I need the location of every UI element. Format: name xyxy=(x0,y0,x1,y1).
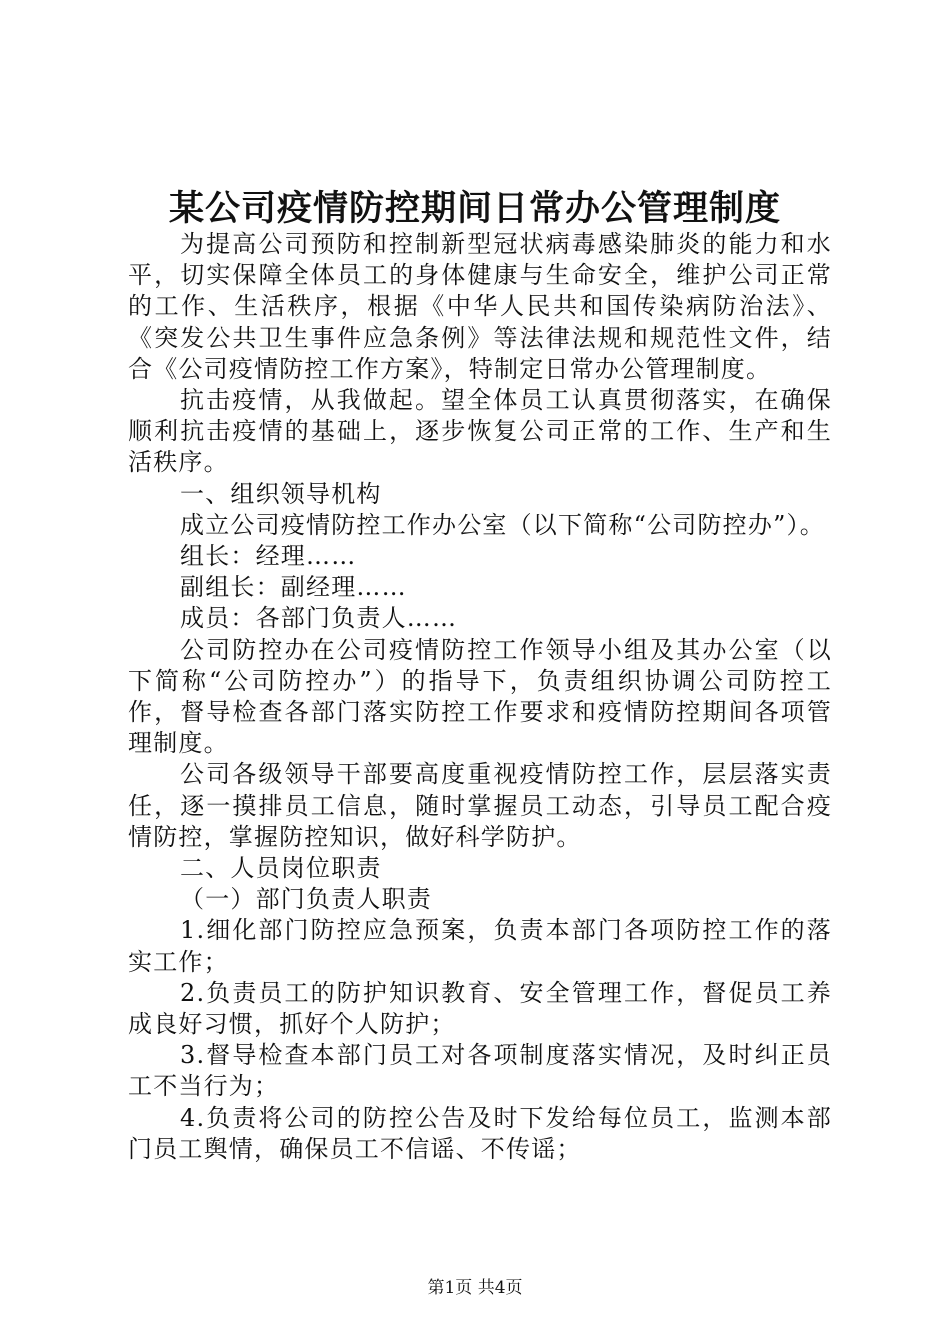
paragraph-establish-office: 成立公司疫情防控工作办公室（以下简称“公司防控办”）。 xyxy=(180,510,825,539)
paragraph-members: 成员：各部门负责人…… xyxy=(180,604,458,633)
section-heading-organization: 一、组织领导机构 xyxy=(180,479,382,508)
paragraph-leaders-responsibility: 公司各级领导干部要高度重视疫情防控工作，层层落实责任，逐一摸排员工信息，随时掌握员工动态，引导员工配合疫情防控，掌握防控知识，做好科学防护。 xyxy=(128,760,832,851)
list-item-duty-3: 3.督导检查本部门员工对各项制度落实情况，及时纠正员工不当行为； xyxy=(128,1041,832,1101)
paragraph-team-leader: 组长：经理…… xyxy=(180,542,357,571)
document-body xyxy=(128,229,832,1165)
list-item-duty-2: 2.负责员工的防护知识教育、安全管理工作，督促员工养成良好习惯，抓好个人防护； xyxy=(128,978,832,1039)
paragraph-fight-epidemic: 抗击疫情，从我做起。望全体员工认真贯彻落实，在确保顺利抗击疫情的基础上，逐步恢复公司正常的工作、生产和生活秩序。 xyxy=(128,386,832,477)
list-item-duty-1: 1.细化部门防控应急预案，负责本部门各项防控工作的落实工作； xyxy=(128,916,832,976)
paragraph-office-duties: 公司防控办在公司疫情防控工作领导小组及其办公室（以下简称“公司防控办”）的指导下，负责组织协调公司防控工作，督导检查各部门落实防控工作要求和疫情防控期间各项管理制度。 xyxy=(128,635,832,758)
page-number-footer: 第1页 共4页 xyxy=(427,1278,523,1298)
paragraph-deputy-leader: 副组长：副经理…… xyxy=(180,573,407,602)
list-item-duty-4: 4.负责将公司的防控公告及时下发给每位员工，监测本部门员工舆情，确保员工不信谣、不传谣； xyxy=(128,1103,832,1163)
subsection-heading-department-head: （一）部门负责人职责 xyxy=(180,885,432,914)
section-heading-duties: 二、人员岗位职责 xyxy=(180,854,382,883)
paragraph-intro: 为提高公司预防和控制新型冠状病毒感染肺炎的能力和水平，切实保障全体员工的身体健康与生命安全，维护公司正常的工作、生活秩序，根据《中华人民共和国传染病防治法》、《突发公共卫生事件应急条例》等法律法规和规范性文件，结合《公司疫情防控工作方案》，特制定日常办公管理制度。 xyxy=(128,230,832,383)
document-title: 某公司疫情防控期间日常办公管理制度 xyxy=(168,188,781,229)
